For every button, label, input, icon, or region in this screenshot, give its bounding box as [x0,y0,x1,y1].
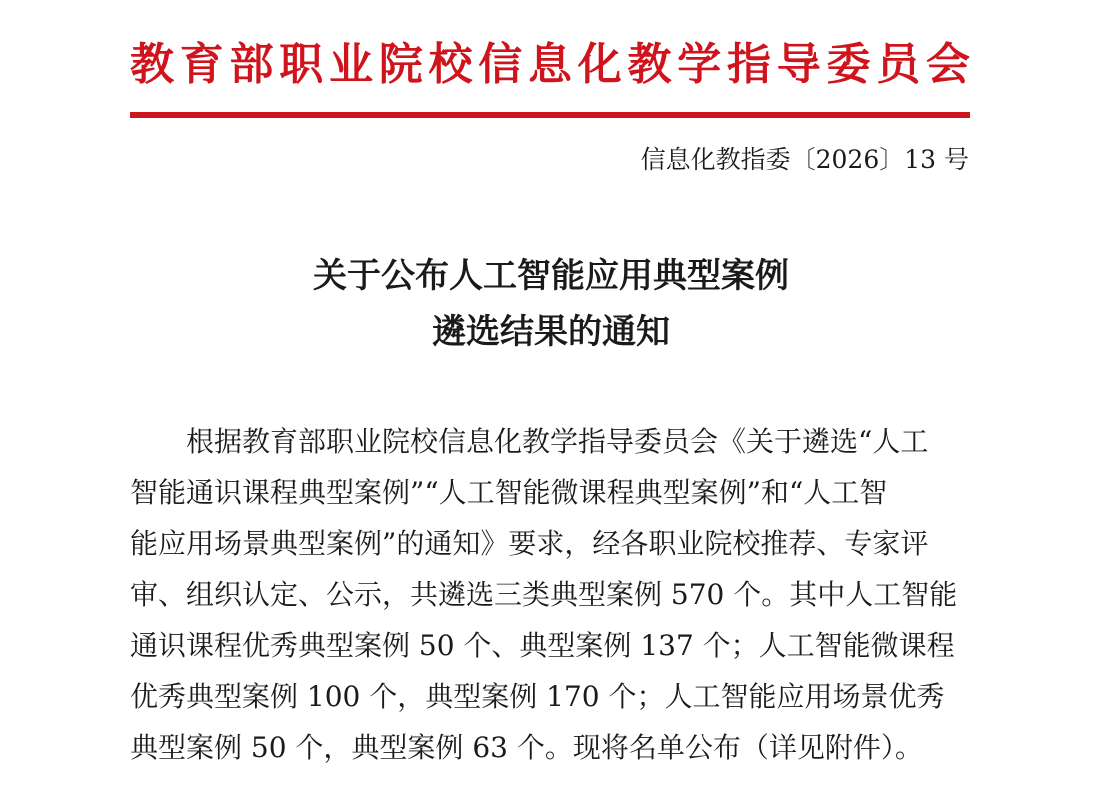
header-char: 院 [378,39,423,90]
document-title-line-2: 遴选结果的通知 [432,312,670,352]
header-divider [130,112,970,118]
header-char: 会 [926,39,970,90]
body-paragraph-line: 根据教育部职业院校信息化教学指导委员会《关于遴选“人工 [186,425,929,458]
header-char: 导 [776,39,821,90]
body-paragraph-line: 优秀典型案例 100 个，典型案例 170 个；人工智能应用场景优秀 [130,680,945,713]
header-char: 育 [179,39,224,90]
header-char: 部 [229,39,274,90]
header-char: 学 [677,39,722,90]
header-char: 委 [826,39,871,90]
body-paragraph-line: 通识课程优秀典型案例 50 个、典型案例 137 个；人工智能微课程 [130,629,955,662]
body-paragraph-line: 能应用场景典型案例”的通知》要求，经各职业院校推荐、专家评 [130,527,929,560]
body-paragraph-line: 智能通识课程典型案例”“人工智能微课程典型案例”和“人工智 [130,476,888,509]
body-paragraph-line: 典型案例 50 个，典型案例 63 个。现将名单公布（详见附件）。 [130,731,923,764]
issuing-organization-header [130,28,970,92]
document-number: 信息化教指委〔2026〕13 号 [640,145,969,174]
header-char: 信 [478,39,523,90]
header-char: 息 [528,39,572,90]
header-char: 教 [130,39,174,90]
header-char: 教 [627,39,672,90]
document-title-line-1: 关于公布人工智能应用典型案例 [313,256,789,296]
header-char: 化 [577,39,622,90]
header-char: 指 [727,39,771,90]
header-char: 职 [279,39,324,90]
body-paragraph-line: 审、组织认定、公示，共遴选三类典型案例 570 个。其中人工智能 [130,578,958,611]
header-char: 员 [876,39,921,90]
header-char: 校 [428,39,473,90]
header-char: 业 [329,39,373,90]
